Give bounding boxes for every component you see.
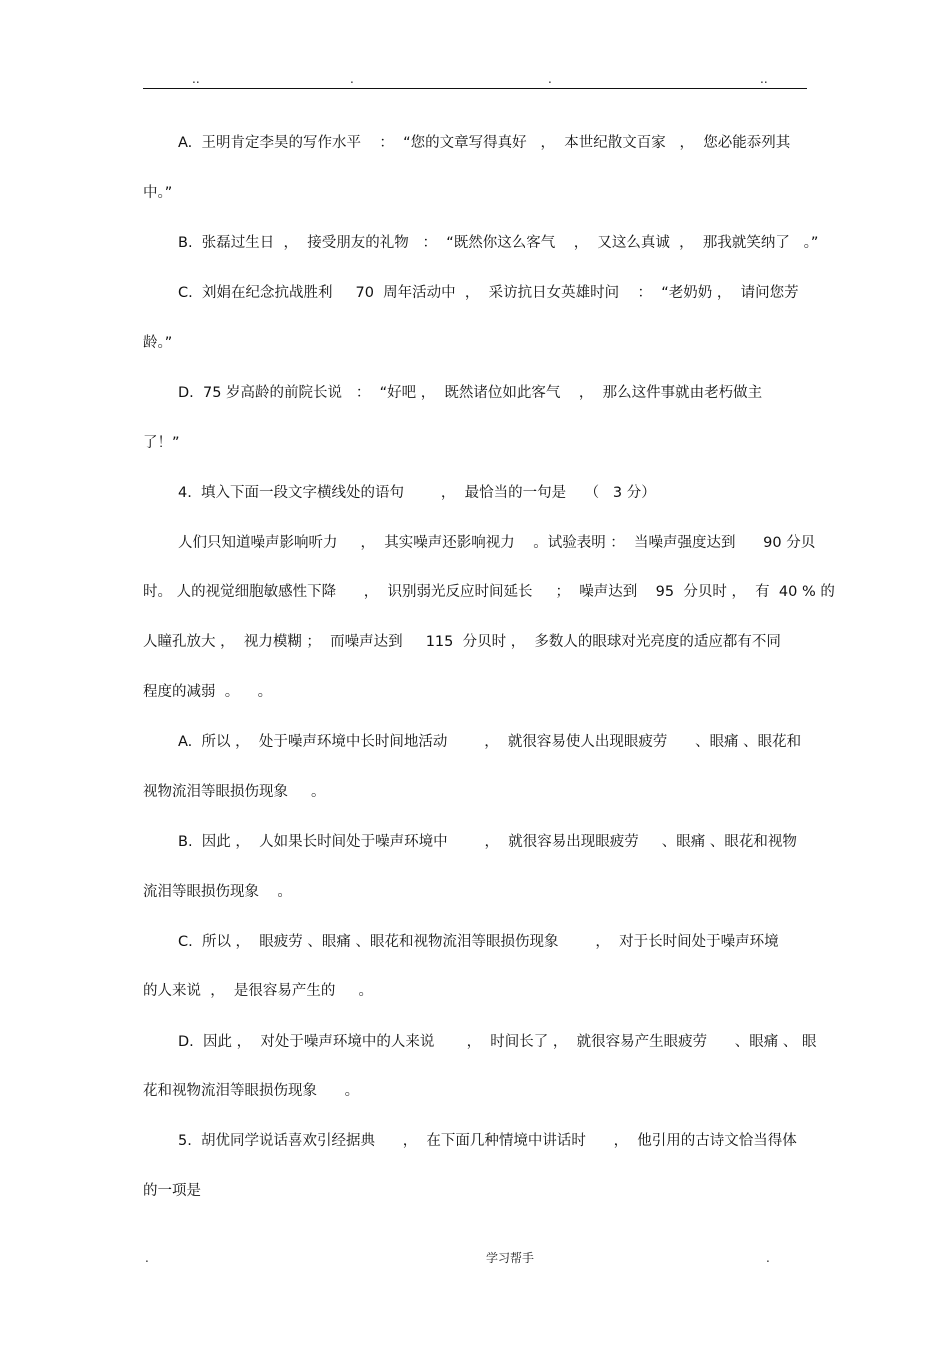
header-mark: .: [548, 72, 552, 86]
footer-mark: .: [766, 1251, 770, 1265]
header-mark: ..: [760, 72, 768, 86]
header-mark: ..: [192, 72, 200, 86]
q3-option-d-cont: 了！”: [143, 435, 180, 451]
page-header: [0, 64, 950, 88]
q3-option-a-cont: 中。”: [143, 185, 173, 201]
q4-option-d: D. 因此 ， 对处于噪声环境中的人来说 ， 时间长了 ， 就很容易产生眼疲劳 、眼痛 、 眼: [178, 1034, 817, 1050]
q4-passage-line: 程度的减弱 。 。: [143, 684, 273, 700]
q5-stem-cont: 的一项是: [143, 1183, 201, 1199]
q4-stem: 4. 填入下面一段文字横线处的语句 ， 最恰当的一句是 （ 3 分）: [178, 485, 656, 501]
q4-option-b-cont: 流泪等眼损伤现象 。: [143, 884, 292, 900]
footer-title: 学习帮手: [486, 1251, 535, 1265]
q4-option-b: B. 因此 ， 人如果长时间处于噪声环境中 ， 就很容易出现眼疲劳 、眼痛 、眼花和视物: [178, 834, 797, 850]
q3-option-a: A. 王明肯定李昊的写作水平 ： “您的文章写得真好 ， 本世纪散文百家 ， 您必能忝列其: [178, 135, 791, 151]
q4-option-c: C. 所以 ， 眼疲劳 、眼痛 、眼花和视物流泪等眼损伤现象 ， 对于长时间处于噪声环境: [178, 934, 779, 950]
header-rule: [143, 88, 807, 89]
q4-option-a: A. 所以 ， 处于噪声环境中长时间地活动 ， 就很容易使人出现眼疲劳 、眼痛 、眼花和: [178, 734, 802, 750]
q5-stem: 5. 胡优同学说话喜欢引经据典 ， 在下面几种情境中讲话时 ， 他引用的古诗文恰当得体: [178, 1133, 797, 1149]
footer-mark: .: [145, 1251, 149, 1265]
q3-option-d: D. 75 岁高龄的前院长说 ： “好吧 ， 既然诸位如此客气 ， 那么这件事就由老朽做主: [178, 385, 763, 401]
q3-option-b: B. 张磊过生日 ， 接受朋友的礼物 ： “既然你这么客气 ， 又这么真诚 ， 那我就笑纳了 。”: [178, 235, 819, 251]
header-mark: .: [350, 72, 354, 86]
q4-option-d-cont: 花和视物流泪等眼损伤现象 。: [143, 1083, 360, 1099]
q4-passage-line: 人瞳孔放大 ， 视力模糊 ； 而噪声达到 115 分贝时 ， 多数人的眼球对光亮度的适应都有不同: [143, 634, 781, 650]
q3-option-c-cont: 龄。”: [143, 335, 173, 351]
q3-option-c: C. 刘娟在纪念抗战胜利 70 周年活动中 ， 采访抗日女英雄时问 ： “老奶奶 ， 请问您芳: [178, 285, 799, 301]
q4-option-a-cont: 视物流泪等眼损伤现象 。: [143, 784, 326, 800]
q4-passage-line: 时。 人的视觉细胞敏感性下降 ， 识别弱光反应时间延长 ； 噪声达到 95 分贝时 ， 有 40 % 的: [143, 584, 835, 600]
q4-passage-line: 人们只知道噪声影响听力 ， 其实噪声还影响视力 。试验表明 ： 当噪声强度达到 90 分贝: [178, 535, 816, 551]
q4-option-c-cont: 的人来说 ， 是很容易产生的 。: [143, 983, 373, 999]
